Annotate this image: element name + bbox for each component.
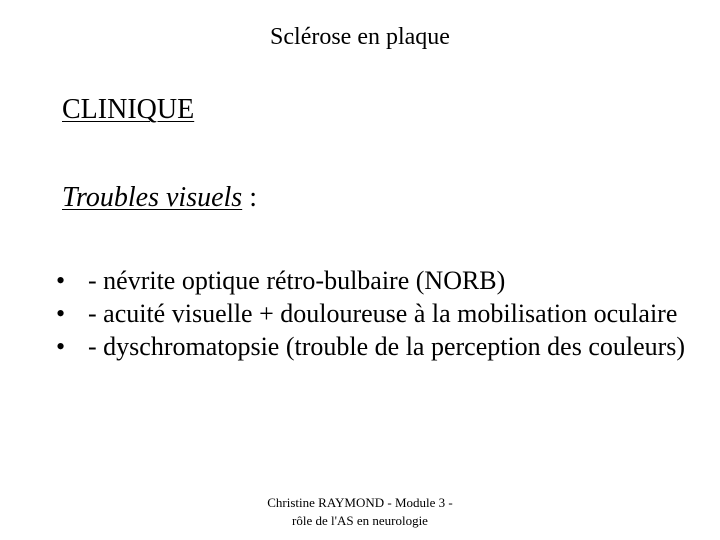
- subheading-colon: :: [242, 182, 257, 213]
- bullet-list: [56, 264, 696, 363]
- list-item-text: - acuité visuelle + douloureuse à la mobilisation oculaire: [88, 299, 678, 328]
- subheading-text: Troubles visuels: [62, 182, 243, 213]
- subheading: [62, 180, 257, 216]
- list-item-text: - névrite optique rétro-bulbaire (NORB): [88, 266, 506, 295]
- section-heading: CLINIQUE: [62, 94, 195, 125]
- bullet-icon: •: [56, 299, 66, 328]
- footer-line-2: rôle de l'AS en neurologie: [292, 513, 428, 528]
- list-item: [56, 330, 696, 363]
- slide-title: Sclérose en plaque: [270, 24, 450, 50]
- bullet-icon: •: [56, 266, 66, 295]
- bullet-icon: •: [56, 332, 66, 361]
- footer: [200, 494, 520, 530]
- list-item: [56, 297, 696, 330]
- footer-line-1: Christine RAYMOND - Module 3 -: [267, 495, 453, 510]
- list-item-text: - dyschromatopsie (trouble de la perception des couleurs): [88, 332, 686, 361]
- list-item: [56, 264, 696, 297]
